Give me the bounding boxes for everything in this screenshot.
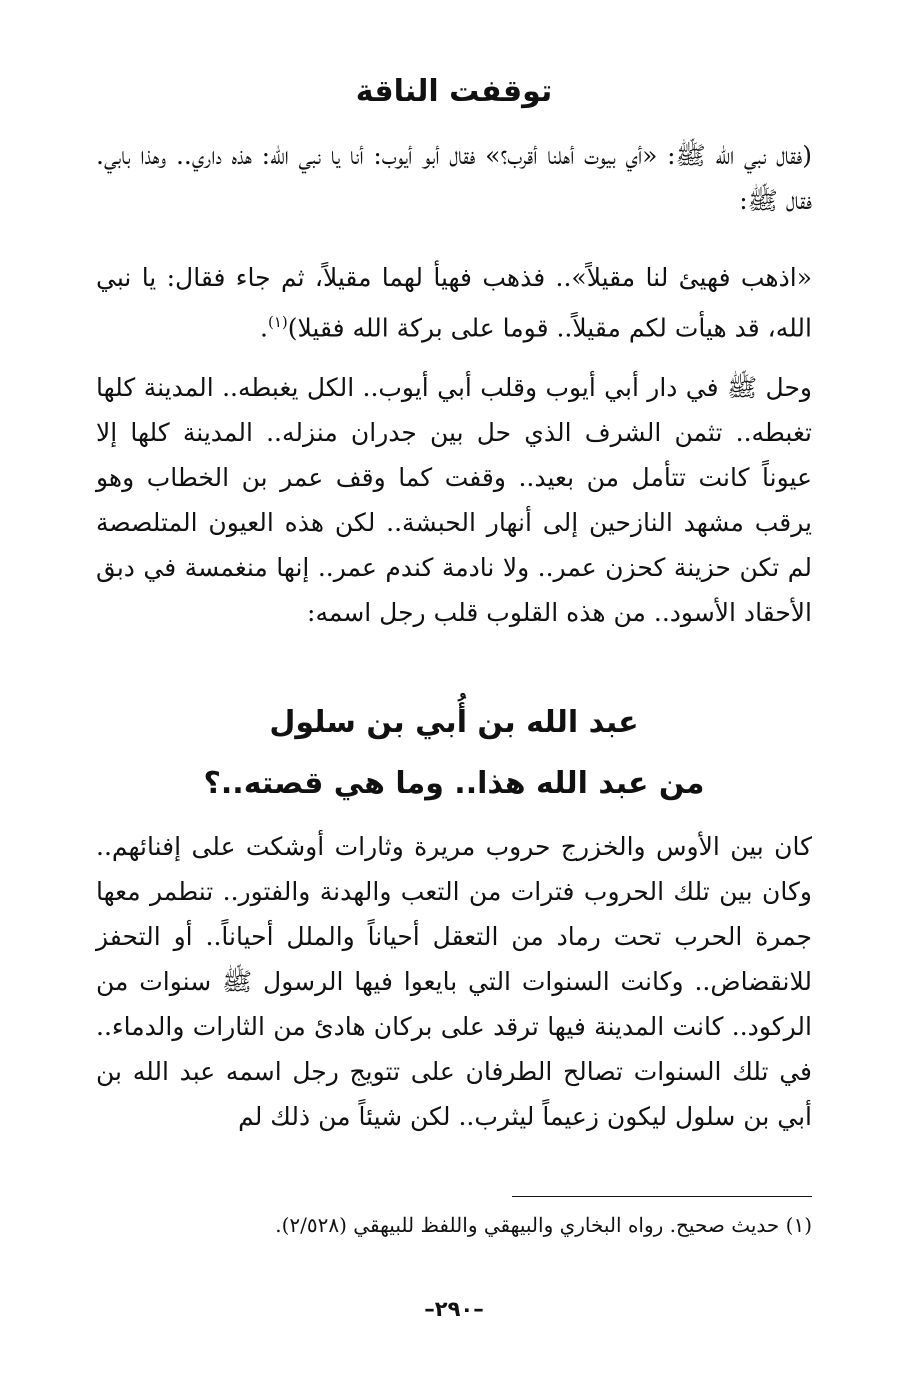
page-number: –٢٩٠– [424, 1297, 484, 1321]
paragraph-4: كان بين الأوس والخزرج حروب مريرة وثارات أوشكت على إفنائهم.. وكان بين تلك الحروب فترات من التعب والهدنة والفتور.. تنطمر معها جمرة الحرب تحت رماد من التعقل أحياناً والملل أحياناً.. أو التحفز للانقضاض.. وكانت السنوات التي بايعوا فيها الرسول ﷺ سنوات من الركود.. كانت المدينة فيها ترقد على بركان هادئ من الثارات والدماء.. في تلك السنوات تصالح الطرفان على تتويج رجل اسمه عبد الله بن أبي بن سلول ليكون زعيماً ليثرب.. لكن شيئاً من ذلك لم [96, 832, 812, 1131]
page-title: توقفت الناقة [355, 74, 553, 109]
paragraph-2-end: . [260, 313, 268, 343]
section-subheading: من عبد الله هذا.. وما هي قصته..؟ [203, 766, 705, 801]
paragraph-1: (فقال نبي الله ﷺ: «أي بيوت أهلنا أقرب؟» فقال أبو أيوب: أنا يا نبي الله: هذه داري.. وهذا بابي. فقال ﷺ: [96, 141, 812, 215]
section-heading: عبد الله بن أُبي بن سلول [269, 705, 639, 740]
footnote: (١) حديث صحيح. رواه البخاري والبيهقي واللفظ للبيهقي (٢/٥٢٨). [275, 1213, 812, 1237]
footnote-reference: (١) [267, 313, 288, 331]
paragraph-3: وحل ﷺ في دار أبي أيوب وقلب أبي أيوب.. الكل يغبطه.. المدينة كلها تغبطه.. تثمن الشرف الذي حل بين جدران منزله.. المدينة كلها إلا عيوناً كانت تتأمل من بعيد.. وقفت كما وقف عمر بن الخطاب وهو يرقب مشهد النازحين إلى أنهار الحبشة.. لكن هذه العيون المتلصصة لم تكن حزينة كحزن عمر.. ولا نادمة كندم عمر.. إنها منغمسة في دبق الأحقاد الأسود.. من هذه القلوب قلب رجل اسمه: [96, 373, 812, 627]
paragraph-2-text: «اذهب فهيئ لنا مقيلاً».. فذهب فهيأ لهما مقيلاً، ثم جاء فقال: يا نبي الله، قد هيأت لكم مقيلاً.. قوما على بركة الله فقيلا) [96, 263, 812, 343]
footnote-divider [512, 1196, 812, 1197]
paragraph-2 [96, 255, 812, 350]
